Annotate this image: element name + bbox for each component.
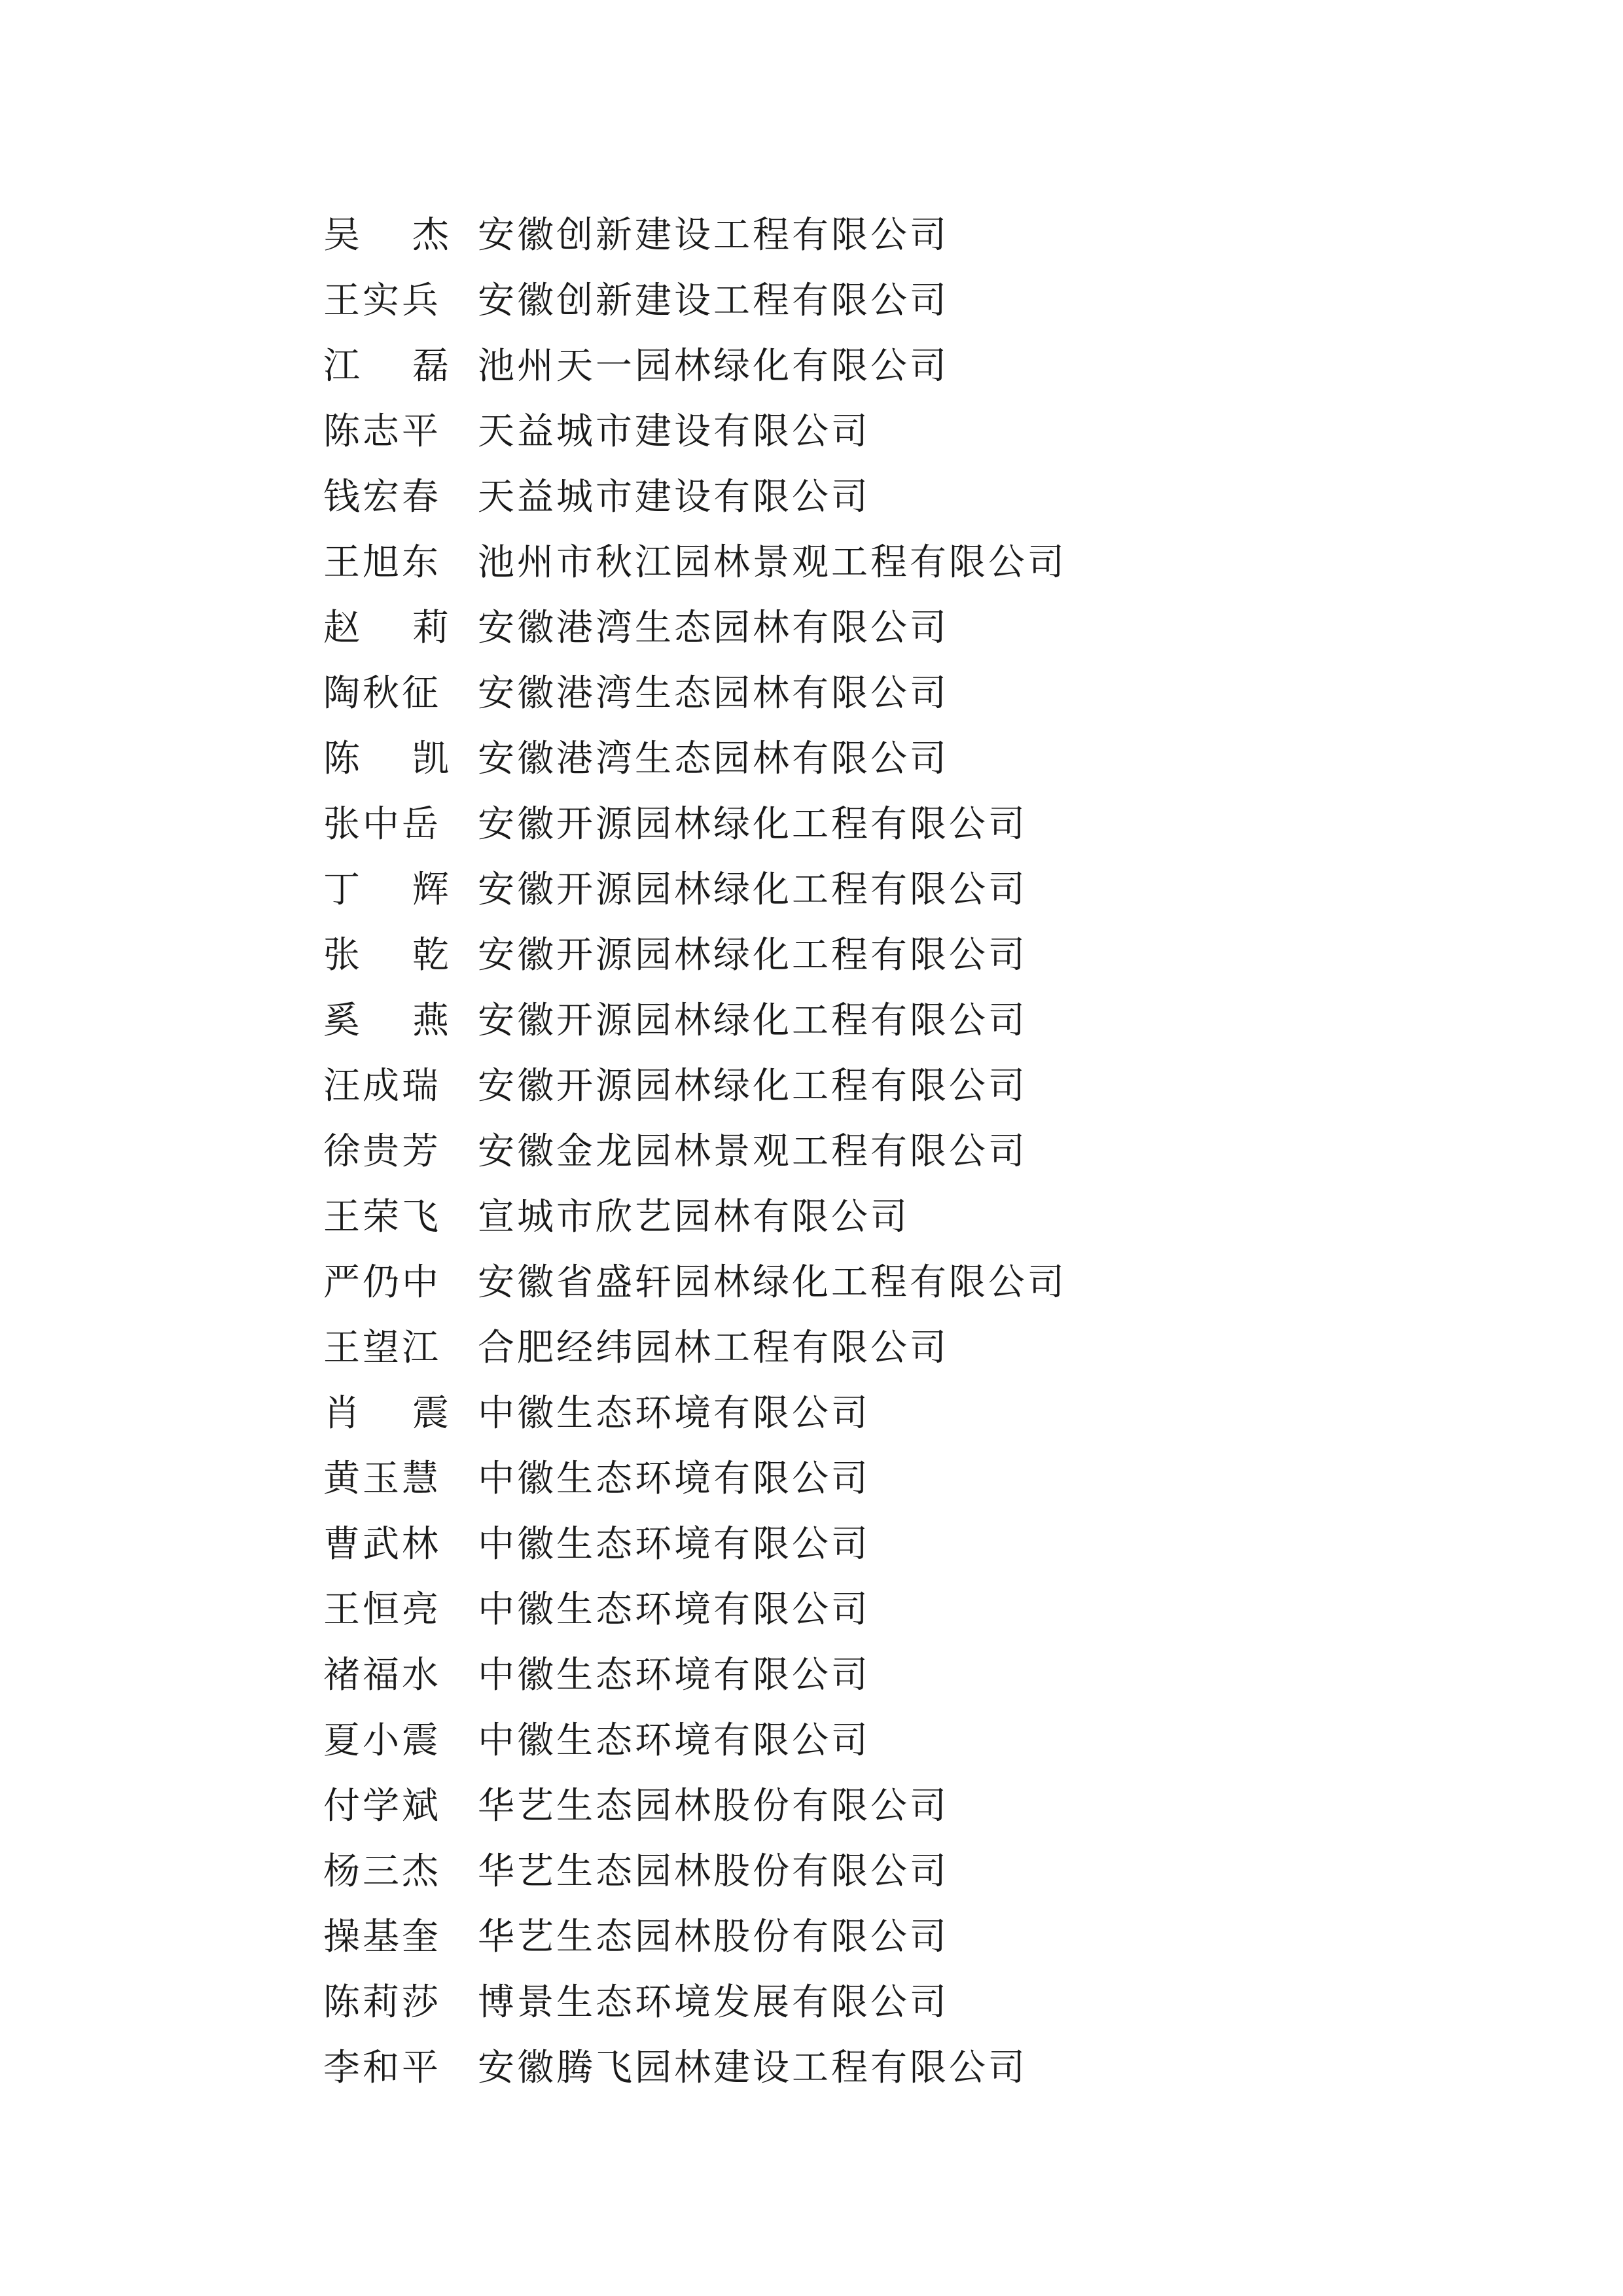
company-name: 安徽开源园林绿化工程有限公司 xyxy=(478,869,1027,911)
person-name: 王恒亮 xyxy=(323,1588,441,1631)
company-name: 安徽开源园林绿化工程有限公司 xyxy=(478,999,1027,1042)
person-name: 陈志平 xyxy=(323,410,441,453)
person-name: 徐贵芳 xyxy=(323,1130,441,1173)
company-name: 中徽生态环境有限公司 xyxy=(478,1588,870,1631)
list-item xyxy=(323,1119,1067,1185)
company-name: 安徽开源园林绿化工程有限公司 xyxy=(478,1065,1027,1107)
company-name: 安徽开源园林绿化工程有限公司 xyxy=(478,934,1027,977)
list-item xyxy=(323,2036,1067,2101)
list-item xyxy=(323,1839,1067,1905)
list-item xyxy=(323,1970,1067,2036)
person-name: 张中岳 xyxy=(323,803,441,846)
person-name: 汪成瑞 xyxy=(323,1065,441,1107)
list-item xyxy=(323,1708,1067,1774)
person-name: 王旭东 xyxy=(323,541,441,584)
company-name: 安徽省盛轩园林绿化工程有限公司 xyxy=(478,1261,1067,1304)
company-name: 安徽腾飞园林建设工程有限公司 xyxy=(478,2047,1027,2089)
list-item xyxy=(323,399,1067,465)
company-name: 安徽金龙园林景观工程有限公司 xyxy=(478,1130,1027,1173)
name-company-list xyxy=(323,203,1067,2101)
person-name: 赵莉 xyxy=(323,607,501,649)
list-item xyxy=(323,1577,1067,1643)
company-name: 池州天一园林绿化有限公司 xyxy=(478,345,949,387)
list-item xyxy=(323,661,1067,726)
person-name: 丁辉 xyxy=(323,869,501,911)
person-name: 肖震 xyxy=(323,1392,501,1435)
person-name: 江磊 xyxy=(323,345,501,387)
person-name: 奚燕 xyxy=(323,999,501,1042)
company-name: 博景生态环境发展有限公司 xyxy=(478,1981,949,2024)
person-name: 张乾 xyxy=(323,934,501,977)
list-item xyxy=(323,1512,1067,1577)
person-name: 严仍中 xyxy=(323,1261,441,1304)
list-item xyxy=(323,726,1067,792)
company-name: 宣城市欣艺园林有限公司 xyxy=(478,1196,910,1238)
list-item xyxy=(323,465,1067,530)
person-name: 钱宏春 xyxy=(323,476,441,518)
list-item xyxy=(323,988,1067,1054)
company-name: 安徽创新建设工程有限公司 xyxy=(478,214,949,257)
person-name: 吴杰 xyxy=(323,214,501,257)
company-name: 池州市秋江园林景观工程有限公司 xyxy=(478,541,1067,584)
person-name: 夏小震 xyxy=(323,1719,441,1762)
list-item xyxy=(323,1316,1067,1381)
list-item xyxy=(323,530,1067,596)
company-name: 中徽生态环境有限公司 xyxy=(478,1654,870,1696)
list-item xyxy=(323,1643,1067,1708)
company-name: 中徽生态环境有限公司 xyxy=(478,1523,870,1566)
list-item xyxy=(323,596,1067,661)
list-item xyxy=(323,923,1067,988)
company-name: 天益城市建设有限公司 xyxy=(478,476,870,518)
person-name: 杨三杰 xyxy=(323,1850,441,1893)
company-name: 华艺生态园林股份有限公司 xyxy=(478,1916,949,1958)
company-name: 华艺生态园林股份有限公司 xyxy=(478,1785,949,1827)
list-item xyxy=(323,1774,1067,1839)
list-item xyxy=(323,1054,1067,1119)
person-name: 王望江 xyxy=(323,1327,441,1369)
list-item xyxy=(323,1185,1067,1250)
person-name: 陈凯 xyxy=(323,738,501,780)
company-name: 安徽港湾生态园林有限公司 xyxy=(478,607,949,649)
company-name: 中徽生态环境有限公司 xyxy=(478,1392,870,1435)
company-name: 安徽开源园林绿化工程有限公司 xyxy=(478,803,1027,846)
company-name: 中徽生态环境有限公司 xyxy=(478,1719,870,1762)
company-name: 中徽生态环境有限公司 xyxy=(478,1458,870,1500)
list-item xyxy=(323,1905,1067,1970)
company-name: 安徽港湾生态园林有限公司 xyxy=(478,672,949,715)
company-name: 天益城市建设有限公司 xyxy=(478,410,870,453)
company-name: 安徽创新建设工程有限公司 xyxy=(478,279,949,322)
list-item xyxy=(323,1446,1067,1512)
company-name: 华艺生态园林股份有限公司 xyxy=(478,1850,949,1893)
list-item xyxy=(323,203,1067,268)
company-name: 合肥经纬园林工程有限公司 xyxy=(478,1327,949,1369)
person-name: 陶秋征 xyxy=(323,672,441,715)
list-item xyxy=(323,1250,1067,1316)
person-name: 李和平 xyxy=(323,2047,441,2089)
person-name: 王荣飞 xyxy=(323,1196,441,1238)
list-item xyxy=(323,857,1067,923)
person-name: 付学斌 xyxy=(323,1785,441,1827)
person-name: 褚福水 xyxy=(323,1654,441,1696)
person-name: 王实兵 xyxy=(323,279,441,322)
person-name: 操基奎 xyxy=(323,1916,441,1958)
person-name: 曹武林 xyxy=(323,1523,441,1566)
list-item xyxy=(323,268,1067,334)
person-name: 陈莉莎 xyxy=(323,1981,441,2024)
list-item xyxy=(323,334,1067,399)
list-item xyxy=(323,1381,1067,1446)
person-name: 黄玉慧 xyxy=(323,1458,441,1500)
list-item xyxy=(323,792,1067,857)
company-name: 安徽港湾生态园林有限公司 xyxy=(478,738,949,780)
